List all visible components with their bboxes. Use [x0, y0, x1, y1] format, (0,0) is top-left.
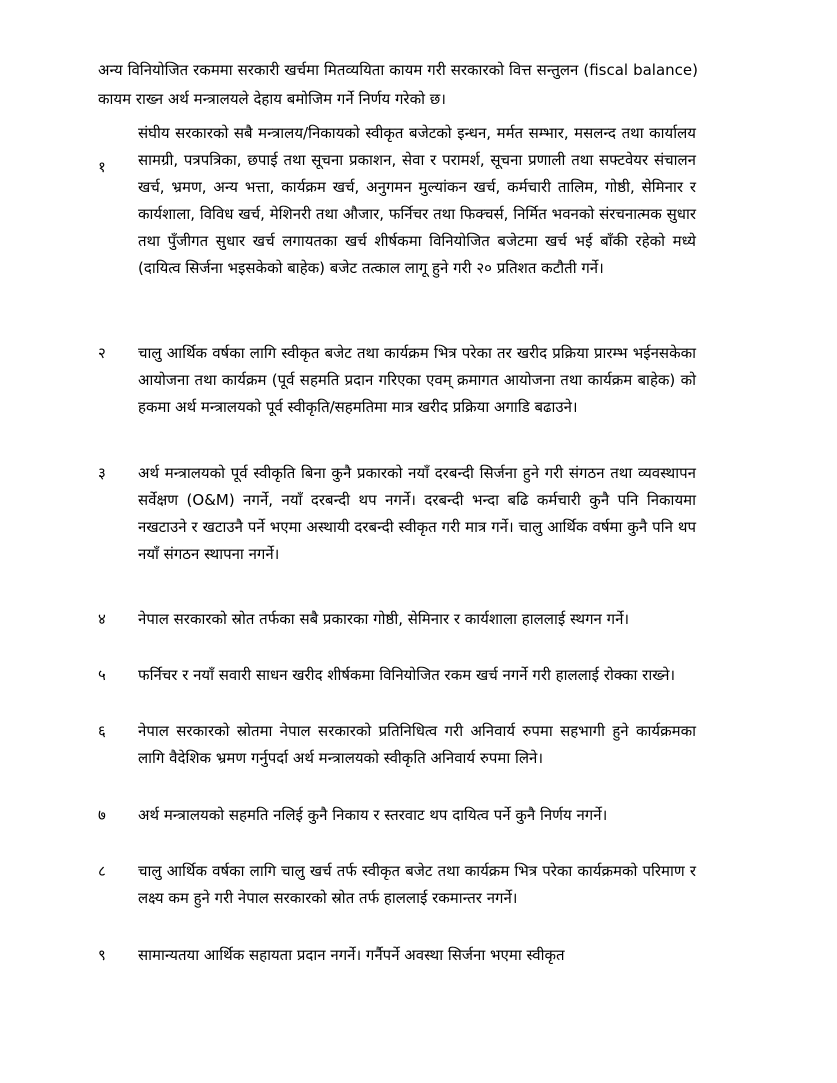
item-text: चालु आर्थिक वर्षका लागि स्वीकृत बजेट तथा कार्यक्रम भित्र परेका तर खरीद प्रक्रिया प्रारम्भ भईनसकेका आयोजना तथा कार्यक्रम (पूर्व सहमति प्रदान गरिएका एवम् क्रमागत आयोजना तथा कार्यक्रम बाहेक) को हकमा अर्थ मन्त्रालयको पूर्व स्वीकृति/सहमतिमा मात्र खरीद प्रक्रिया अगाडि बढाउने। — [138, 344, 696, 416]
item-number: ६ — [98, 722, 106, 740]
item-text: सामान्यतया आर्थिक सहायता प्रदान नगर्ने। गर्नैपर्ने अवस्था सिर्जना भएमा स्वीकृत — [138, 946, 565, 964]
item-text: नेपाल सरकारको स्रोतमा नेपाल सरकारको प्रतिनिधित्व गरी अनिवार्य रुपमा सहभागी हुने कार्यक्रमका लागि वैदेशिक भ्रमण गर्नुपर्दा अर्थ मन्त्रालयको स्वीकृति अनिवार्य रुपमा लिने। — [138, 722, 696, 767]
item-number: ९ — [98, 946, 106, 964]
item-number: ७ — [98, 806, 106, 824]
item-text: अर्थ मन्त्रालयको पूर्व स्वीकृति बिना कुनै प्रकारको नयाँ दरबन्दी सिर्जना हुने गरी संगठन तथा व्यवस्थापन सर्वेक्षण (O&M) नगर्ने, नयाँ दरबन्दी थप नगर्ने। दरबन्दी भन्दा बढि कर्मचारी कुनै पनि निकायमा नखटाउने र खटाउनै पर्ने भएमा अस्थायी दरबन्दी स्वीकृत गरी मात्र गर्ने। चालु आर्थिक वर्षमा कुनै पनि थप नयाँ संगठन स्थापना नगर्ने। — [138, 464, 696, 563]
item-text: अर्थ मन्त्रालयको सहमति नलिई कुनै निकाय र स्तरवाट थप दायित्व पर्ने कुनै निर्णय नगर्ने। — [138, 806, 608, 824]
item-number: २ — [98, 344, 106, 362]
item-text: नेपाल सरकारको स्रोत तर्फका सबै प्रकारका गोष्ठी, सेमिनार र कार्यशाला हाललाई स्थगन गर्ने। — [138, 610, 630, 628]
item-number: ५ — [98, 666, 106, 684]
item-number: ३ — [98, 464, 106, 482]
item-number: ८ — [98, 862, 106, 880]
item-text: फर्निचर र नयाँ सवारी साधन खरीद शीर्षकमा विनियोजित रकम खर्च नगर्ने गरी हाललाई रोक्का राख्ने। — [138, 666, 676, 684]
item-text: संघीय सरकारको सबै मन्त्रालय/निकायको स्वीकृत बजेटको इन्धन, मर्मत सम्भार, मसलन्द तथा कार्यालय सामग्री, पत्रपत्रिका, छपाई तथा सूचना प्रकाशन, सेवा र परामर्श, सूचना प्रणाली तथा सफ्टवेयर संचालन खर्च, भ्रमण, अन्य भत्ता, कार्यक्रम खर्च, अनुगमन मुल्यांकन खर्च, कर्मचारी तालिम, गोष्ठी, सेमिनार र कार्यशाला, विविध खर्च, मेशिनरी तथा औजार, फर्निचर तथा फिक्चर्स, निर्मित भवनको संरचनात्मक सुधार तथा पुँजीगत सुधार खर्च लगायतका खर्च शीर्षकमा विनियोजित बजेटमा खर्च भई बाँकी रहेको मध्ये (दायित्व सिर्जना भइसकेको बाहेक) बजेट तत्काल लागू हुने गरी २० प्रतिशत कटौती गर्ने। — [138, 124, 696, 277]
item-number: १ — [98, 158, 106, 176]
intro-paragraph: अन्य विनियोजित रकममा सरकारी खर्चमा मितव्ययिता कायम गरी सरकारको वित्त सन्तुलन (fiscal balance) कायम राख्न अर्थ मन्त्रालयले देहाय बमोजिम गर्ने निर्णय गरेको छ। — [98, 61, 698, 108]
item-text: चालु आर्थिक वर्षका लागि चालु खर्च तर्फ स्वीकृत बजेट तथा कार्यक्रम भित्र परेका कार्यक्रमको परिमाण र लक्ष्य कम हुने गरी नेपाल सरकारको स्रोत तर्फ हाललाई रकमान्तर नगर्ने। — [138, 862, 696, 907]
item-number: ४ — [98, 610, 106, 628]
